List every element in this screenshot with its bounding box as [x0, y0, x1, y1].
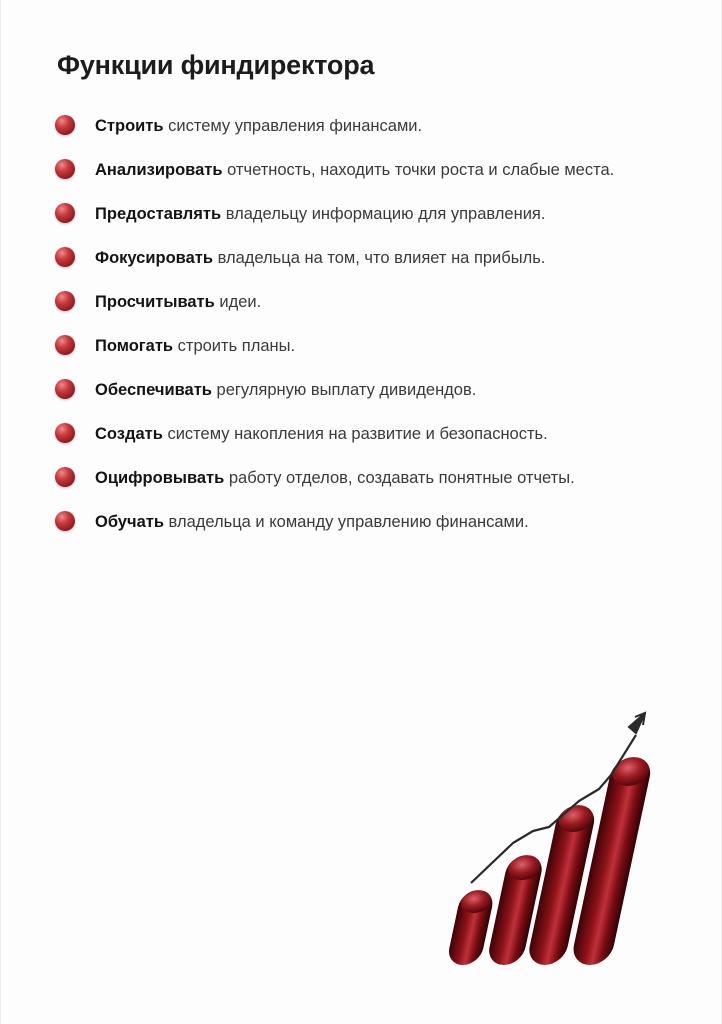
item-verb: Предоставлять: [95, 205, 222, 223]
item-verb: Анализировать: [95, 161, 223, 179]
item-verb: Фокусировать: [95, 249, 213, 267]
list-item: [53, 115, 653, 137]
item-text: отчетность, находить точки роста и слабые места.: [222, 161, 615, 179]
item-text: работу отделов, создавать понятные отчеты.: [224, 469, 575, 487]
item-verb: Обеспечивать: [95, 381, 212, 399]
item-verb: Обучать: [95, 513, 164, 531]
list-item: [53, 247, 653, 269]
item-text: владельца на том, что влияет на прибыль.: [213, 249, 546, 267]
list-item: [53, 379, 653, 401]
red-sphere-bullet-icon: [55, 291, 75, 311]
red-sphere-bullet-icon: [55, 511, 75, 531]
list-item: [53, 203, 653, 225]
list-item: [53, 467, 653, 489]
list-item: [53, 335, 653, 357]
item-verb: Просчитывать: [95, 293, 215, 311]
red-sphere-bullet-icon: [55, 115, 75, 135]
item-verb: Строить: [95, 117, 164, 135]
growth-bar-chart-arrow-icon: [431, 705, 671, 975]
list-item: [53, 423, 653, 445]
item-text: идеи.: [214, 293, 262, 311]
item-verb: Создать: [95, 425, 163, 443]
red-sphere-bullet-icon: [55, 247, 75, 267]
red-sphere-bullet-icon: [55, 423, 75, 443]
item-text: систему управления финансами.: [163, 117, 423, 135]
item-text: систему накопления на развитие и безопасность.: [162, 425, 548, 443]
item-text: регулярную выплату дивидендов.: [211, 381, 477, 399]
page-title: Функции финдиректора: [57, 50, 375, 80]
red-sphere-bullet-icon: [55, 159, 75, 179]
item-verb: Оцифровывать: [95, 469, 225, 487]
list-item: [53, 511, 653, 533]
item-text: владельцу информацию для управления.: [221, 205, 546, 223]
item-text: владельца и команду управлению финансами.: [163, 513, 529, 531]
red-sphere-bullet-icon: [55, 203, 75, 223]
functions-list: [53, 115, 653, 555]
red-sphere-bullet-icon: [55, 335, 75, 355]
item-verb: Помогать: [95, 337, 174, 355]
list-item: [53, 291, 653, 313]
item-text: строить планы.: [173, 337, 296, 355]
list-item: [53, 159, 653, 181]
red-sphere-bullet-icon: [55, 379, 75, 399]
red-sphere-bullet-icon: [55, 467, 75, 487]
